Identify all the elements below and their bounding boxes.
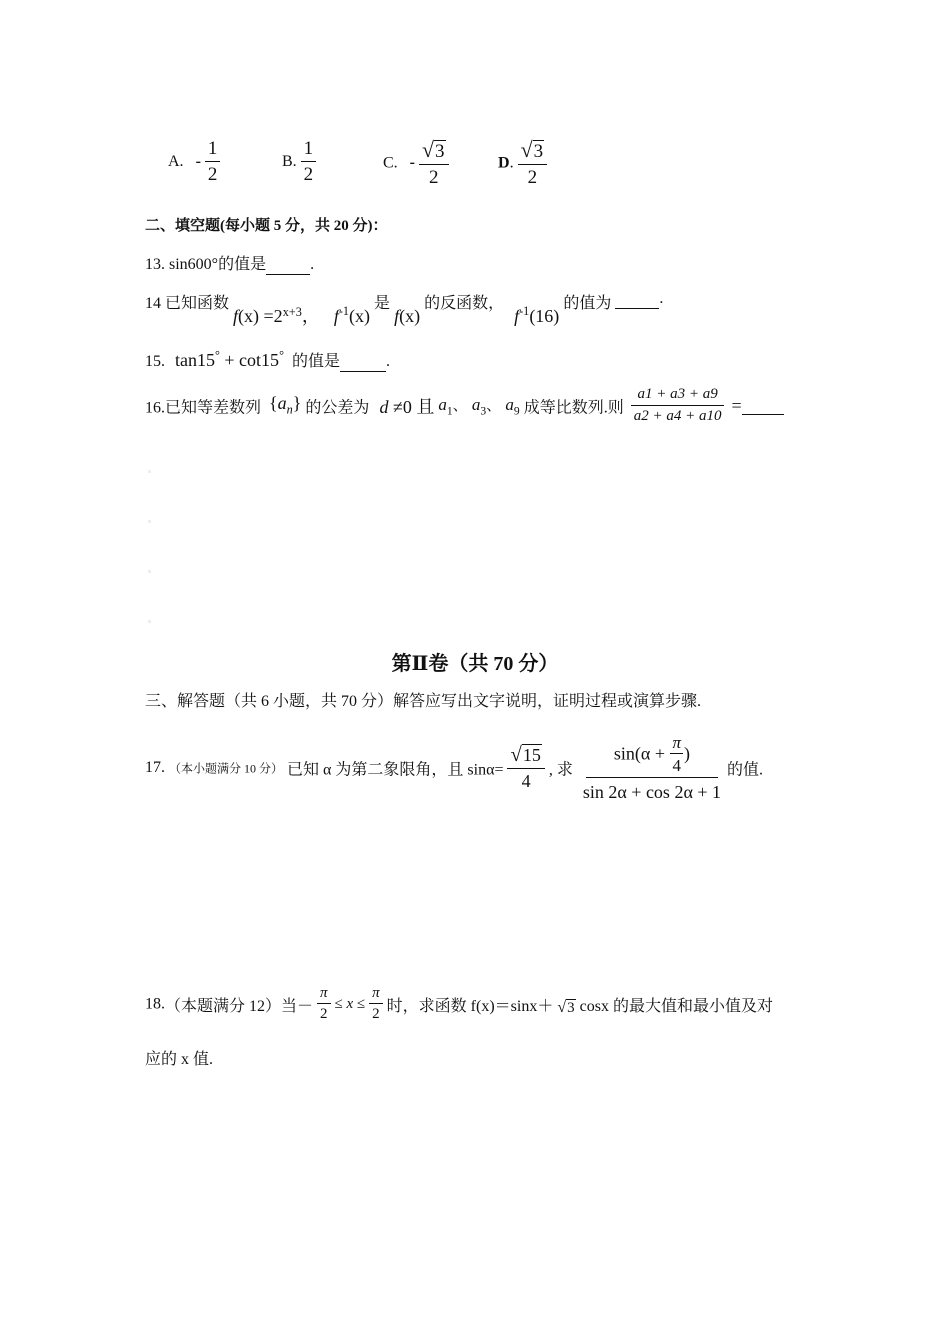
section-3-heading: 三、解答题（共 6 小题，共 70 分）解答应写出文字说明，证明过程或演算步骤. (145, 693, 702, 710)
sqrt-3: √3 (557, 999, 575, 1017)
question-13-text: 13. sin600°的值是 (145, 256, 267, 273)
faint-mark (148, 570, 151, 573)
answer-blank (340, 353, 386, 372)
question-18-line-2: 应的 x 值. (145, 1051, 214, 1068)
question-18-text: 时，求函数 f(x)＝sinx＋ (386, 997, 554, 1015)
choice-a-label: A. (168, 152, 184, 170)
sqrt-symbol: √3 (422, 138, 445, 162)
question-16-prefix: 16.已知等差数列 (145, 399, 262, 417)
function-f: $f(x) =2^{x+3}$， (233, 305, 320, 326)
choice-d-numerator (518, 138, 548, 165)
question-16-diff-text: 的公差为 (305, 399, 370, 417)
question-16-fraction (628, 386, 728, 426)
question-17-number: 17. (145, 758, 165, 776)
fraction-denominator: a2 + a4 + a10 (633, 408, 722, 425)
common-difference: d ≠0 且 (379, 396, 435, 417)
faint-mark (148, 470, 151, 473)
choice-c-fraction (419, 138, 449, 189)
inverse-function-16: $f^{-1}(16)$ (514, 304, 560, 326)
question-15-expression: tan15° + cot15° (175, 348, 284, 370)
faint-mark (148, 520, 151, 523)
choice-d-label: D (498, 154, 510, 172)
choice-a-numerator: 1 (205, 138, 221, 162)
fraction-denominator: sin 2α + cos 2α + 1 (582, 782, 722, 803)
question-14-inverse-text: 的反函数， (424, 295, 505, 312)
question-17-end: 的值. (727, 761, 764, 779)
choice-c-label: C. (383, 154, 398, 172)
question-18-text-2: cosx 的最大值和最小值及对 (579, 997, 773, 1015)
fraction-denominator: 4 (521, 771, 531, 792)
question-17-text: 已知 α 为第二象限角，且 sinα= (287, 761, 504, 779)
question-14-is: 是 (374, 295, 391, 312)
fraction-numerator: a1 + a3 + a9 (631, 386, 723, 406)
choice-c-sign: - (409, 154, 415, 172)
upper-bound-fraction: $\frac{\pi}{2}$ (369, 985, 383, 1024)
question-15: 15. tan15° + cot15° 的值是 . (145, 348, 390, 370)
question-17-note: （本小题满分 10 分） (169, 761, 284, 776)
geometric-terms: $a_1$、 $a_3$、 $a_9$ (438, 395, 520, 418)
question-18-number: 18. (145, 995, 165, 1013)
fraction-numerator: sin(α + $\frac{\pi}{4}$ ) (586, 733, 718, 778)
question-17-ask: , 求 (548, 761, 573, 779)
question-15-text: 的值是 (291, 353, 340, 370)
section-title: 第Ⅱ卷（共 70 分） (391, 653, 559, 675)
choice-a-fraction (205, 138, 221, 186)
answer-blank (742, 396, 784, 415)
choice-c-numerator (419, 138, 449, 165)
choice-b-denominator: 2 (303, 163, 314, 185)
question-13: 13. sin600°的值是 . (145, 256, 315, 273)
answer-blank (615, 290, 659, 309)
choice-a (168, 138, 220, 186)
choice-b (282, 138, 316, 186)
question-18 (145, 985, 773, 1024)
faint-mark (148, 620, 151, 623)
inequality: ≤ x ≤ (334, 995, 366, 1012)
choice-b-numerator: 1 (301, 138, 317, 162)
answer-blank (266, 256, 310, 275)
function-f-2: f(x) (394, 306, 421, 326)
sqrt-symbol: √3 (520, 138, 544, 162)
choice-d-fraction (518, 138, 548, 189)
lower-bound-fraction: $\frac{\pi}{2}$ (317, 985, 331, 1024)
choice-c (383, 138, 449, 189)
sin-alpha-fraction (507, 744, 544, 792)
question-14-value-text: 的值为 (563, 295, 612, 312)
choice-d-denominator: 2 (527, 167, 538, 189)
question-15-number: 15. (145, 353, 165, 370)
question-14-prefix: 14 已知函数 (145, 295, 230, 312)
question-18-note: （本题满分 12）当－ (165, 997, 314, 1015)
choice-d: D. $\frac{√3}{2}$ (498, 138, 547, 189)
sqrt-symbol: √15 (510, 743, 541, 766)
question-16 (145, 386, 784, 426)
sequence-notation: $\{a_n\}$ (269, 393, 302, 418)
question-17-fraction (581, 733, 723, 803)
choice-a-denominator: 2 (207, 163, 218, 185)
section-2-heading: 二、填空题(每小题 5 分，共 20 分)： (145, 218, 388, 234)
choice-a-sign: - (195, 152, 201, 170)
choice-b-fraction (301, 138, 317, 186)
inverse-function: $f^{-1}(x)$ (333, 304, 371, 326)
choice-c-denominator: 2 (429, 167, 439, 189)
choice-b-label: B. (282, 152, 297, 170)
question-16-eq: = (731, 395, 742, 416)
question-16-geo-text: 成等比数列.则 (523, 399, 624, 417)
fraction-numerator (507, 744, 544, 770)
question-17 (145, 733, 763, 803)
question-14: 14 已知函数 $f(x) =2^{x+3}$， $f^{-1}(x)$ 是 f(x) 的反函数， $f^{-1}(16)$ 的值为 . (145, 290, 664, 326)
